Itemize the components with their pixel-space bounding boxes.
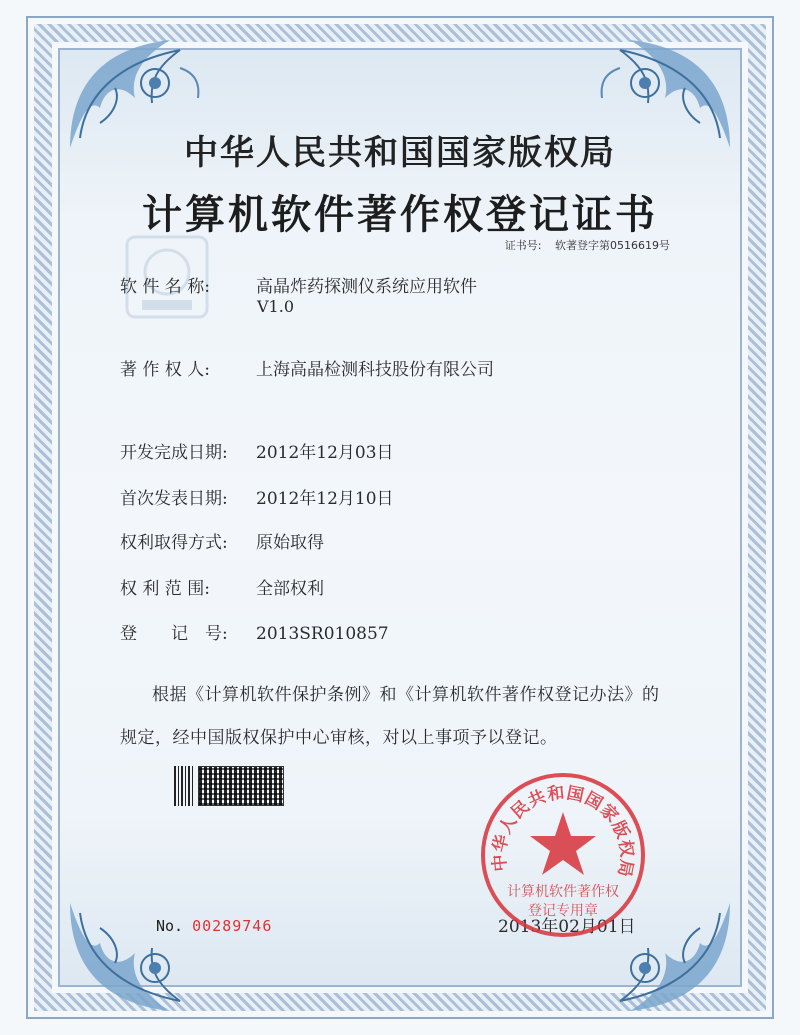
certificate-number-label: 证书号: bbox=[504, 239, 542, 252]
statement-line-2: 规定，经中国版权保护中心审核，对以上事项予以登记。 bbox=[120, 728, 558, 748]
barcode-icon bbox=[174, 766, 284, 806]
certificate-number bbox=[505, 237, 670, 253]
field-software-name bbox=[120, 272, 477, 297]
field-value: 2012年12月10日 bbox=[256, 489, 394, 509]
statement-line-1: 根据《计算机软件保护条例》和《计算机软件著作权登记办法》的 bbox=[152, 685, 660, 705]
svg-text:登记专用章: 登记专用章 bbox=[528, 903, 598, 919]
field-value: 高晶炸药探测仪系统应用软件 bbox=[256, 277, 477, 297]
field-value: 2013SR010857 bbox=[256, 624, 389, 644]
serial-number bbox=[156, 917, 272, 935]
svg-text:中华人民共和国国家版权局: 中华人民共和国国家版权局 bbox=[489, 783, 637, 880]
field-label: 软 件 名 称: bbox=[120, 277, 210, 297]
field-value: 2012年12月03日 bbox=[256, 443, 394, 463]
corner-ornament-icon bbox=[60, 893, 210, 1023]
svg-text:计算机软件著作权: 计算机软件著作权 bbox=[507, 884, 619, 900]
field-pub-date bbox=[120, 484, 394, 509]
certificate-number-value: 软著登字第0516619号 bbox=[555, 239, 670, 252]
software-version: V1.0 bbox=[257, 297, 294, 316]
field-value: 原始取得 bbox=[256, 533, 324, 553]
field-label: 开发完成日期: bbox=[120, 443, 228, 463]
serial-value: 00289746 bbox=[192, 917, 273, 935]
official-seal-icon bbox=[478, 770, 648, 940]
field-label: 登 记 号: bbox=[120, 624, 228, 644]
field-label: 首次发表日期: bbox=[120, 489, 228, 509]
serial-label: No. bbox=[156, 917, 184, 935]
barcode-matrix bbox=[198, 766, 284, 806]
issue-date: 2013年02月01日 bbox=[498, 917, 636, 937]
field-value: 全部权利 bbox=[256, 579, 324, 599]
field-scope bbox=[120, 574, 324, 599]
field-label: 权利取得方式: bbox=[120, 533, 228, 553]
field-reg-no bbox=[120, 619, 389, 644]
field-label: 著 作 权 人: bbox=[120, 360, 210, 380]
issuer-name: 中华人民共和国国家版权局 bbox=[184, 133, 616, 173]
field-owner bbox=[120, 355, 494, 380]
barcode-bars bbox=[174, 766, 194, 806]
field-acquire bbox=[120, 528, 324, 553]
field-label: 权 利 范 围: bbox=[120, 579, 210, 599]
field-dev-date bbox=[120, 438, 394, 463]
field-value: 上海高晶检测科技股份有限公司 bbox=[256, 360, 494, 380]
certificate-title: 计算机软件著作权登记证书 bbox=[142, 191, 658, 238]
